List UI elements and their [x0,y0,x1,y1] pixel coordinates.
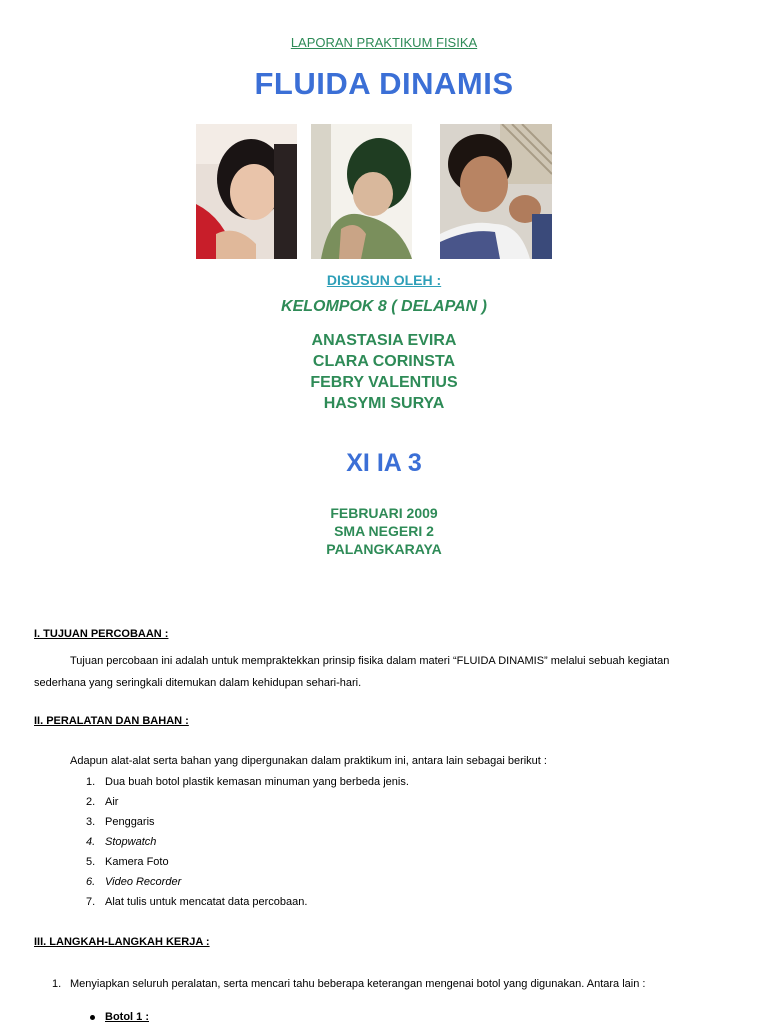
portrait-photo-3 [440,124,552,259]
list-item [86,812,409,832]
peralatan-intro: Adapun alat-alat serta bahan yang dipergunakan dalam praktikum ini, antara lain sebagai berikut : [70,755,547,767]
step-number: 1. [52,978,62,990]
item-number: 6. [86,876,96,888]
school-name: SMA NEGERI 2 [334,523,434,539]
item-number: 5. [86,856,96,868]
equipment-list [86,772,409,912]
step-text: Menyiapkan seluruh peralatan, serta mencari tahu beberapa keterangan mengenai botol yang digunakan. Antara lain : [70,978,646,990]
city-name: PALANGKARAYA [326,541,442,557]
list-item [86,872,409,892]
item-number: 1. [86,776,96,788]
portrait-photo-1 [196,124,297,259]
item-text: Dua buah botol plastik kemasan minuman yang berbeda jenis. [105,776,409,788]
page-title: FLUIDA DINAMIS [254,66,514,101]
school-info [0,504,768,558]
member-name: FEBRY VALENTIUS [310,374,458,391]
section-heading-langkah: III. LANGKAH-LANGKAH KERJA : [34,936,210,948]
item-number: 4. [86,836,96,848]
item-number: 7. [86,896,96,908]
item-text: Kamera Foto [105,856,169,868]
list-item [86,852,409,872]
list-item [86,832,409,852]
class-label: XI IA 3 [346,449,422,477]
list-item [86,892,409,912]
member-name: HASYMI SURYA [323,395,445,412]
sub-item-botol-1 [90,1011,149,1023]
sub-item-label: Botol 1 : [105,1011,149,1023]
bullet-icon [90,1015,95,1020]
section-heading-peralatan: II. PERALATAN DAN BAHAN : [34,715,189,727]
item-text: Penggaris [105,816,155,828]
list-item [86,772,409,792]
member-name: CLARA CORINSTA [312,353,456,370]
section-heading-tujuan: I. TUJUAN PERCOBAAN : [34,628,169,640]
step-item [52,978,645,990]
item-number: 2. [86,796,96,808]
date-label: FEBRUARI 2009 [330,505,438,521]
group-name: KELOMPOK 8 ( DELAPAN ) [281,298,487,315]
item-text: Video Recorder [105,876,182,888]
member-list [0,330,768,414]
portrait-photo-2 [311,124,412,259]
item-text: Air [105,796,119,808]
item-number: 3. [86,816,96,828]
tujuan-line-1: Tujuan percobaan ini adalah untuk mempraktekkan prinsip fisika dalam materi “FLUIDA DINAMIS” melalui sebuah kegiatan [70,655,670,667]
list-item [86,792,409,812]
report-label: LAPORAN PRAKTIKUM FISIKA [290,35,478,50]
item-text: Alat tulis untuk mencatat data percobaan. [105,896,308,908]
compiled-by-label: DISUSUN OLEH : [326,272,442,288]
member-name: ANASTASIA EVIRA [311,332,457,349]
item-text: Stopwatch [105,836,157,848]
photo-row [0,124,768,260]
tujuan-paragraph [34,650,734,694]
tujuan-line-2: sederhana yang seringkali ditemukan dalam kehidupan sehari-hari. [34,677,362,689]
